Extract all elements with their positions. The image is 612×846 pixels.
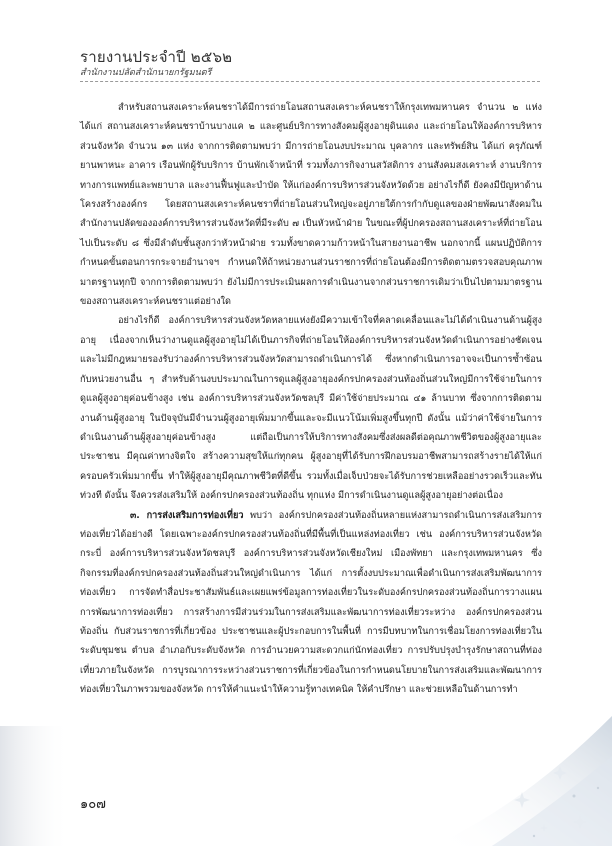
paragraph-elderly-care: อย่างไรก็ดี องค์การบริหารส่วนจังหวัดหลายแห่งยังมีความเข้าใจที่คลาดเคลื่อนและไม่ได้ดำเนินงานด้านผู้สูงอายุ เนื่องจากเห็นว่างานดูแลผู้สูงอายุไม่ได้เป็นภารกิจที่ถ่ายโอนให้องค์การบริหารส่วนจังหวัดดำเนินการอย่างชัดเจน และไม่มีกฎหมายรองรับว่าองค์การบริหารส่วนจังหวัดสามารถดำเนินการได้ ซึ่งหากดำเนินการอาจจะเป็นการซ้ำซ้อนกับหน่วยงานอื่น ๆ สำหรับด้านงบประมาณในการดูแลผู้สูงอายุองค์กรปกครองส่วนท้องถิ่นส่วนใหญ่มีการใช้จ่ายในการดูแลผู้สูงอายุค่อนข้างสูง เช่น องค์การบริหารส่วนจังหวัดชลบุรี มีค่าใช้จ่ายประมาณ ๔๑ ล้านบาท ซึ่งจากการติดตามงานด้านผู้สูงอายุ ในปัจจุบันมีจำนวนผู้สูงอายุเพิ่มมากขึ้นและจะมีแนวโน้มเพิ่มสูงขึ้นทุกปี ดังนั้น แม้ว่าค่าใช้จ่ายในการดำเนินงานด้านผู้สูงอายุค่อนข้างสูง แต่ถือเป็นการให้บริการทางสังคมซึ่งส่งผลดีต่อคุณภาพชีวิตของผู้สูงอายุและประชาชน มีคุณค่าทางจิตใจ สร้างความสุขให้แก่ทุกคน ผู้สูงอายุที่ได้รับการฝึกอบรมอาชีพสามารถสร้างรายได้ให้แก่ครอบครัวเพิ่มมากขึ้น ทำให้ผู้สูงอายุมีคุณภาพชีวิตที่ดีขึ้น รวมทั้งเมื่อเจ็บป่วยจะได้รับการช่วยเหลืออย่างรวดเร็วและทันท่วงที ดังนั้น จึงควรส่งเสริมให้ องค์กรปกครองส่วนท้องถิ่น ทุกแห่ง มีการดำเนินงานดูแลผู้สูงอายุอย่างต่อเนื่อง: [80, 315, 542, 502]
header-divider: [80, 81, 540, 82]
paragraph-tourism: [80, 506, 542, 700]
document-body: [80, 98, 542, 700]
corner-decoration-right: [312, 696, 612, 846]
corner-decoration-left: [0, 726, 70, 846]
page-header: [80, 48, 540, 79]
paragraph-elderly-homes: สำหรับสถานสงเคราะห์คนชราได้มีการถ่ายโอนสถานสงเคราะห์คนชราให้กรุงเทพมหานคร จำนวน ๒ แห่ง ได้แก่ สถานสงเคราะห์คนชราบ้านบางแค ๒ และศูนย์บริการทางสังคมผู้สูงอายุดินแดง และถ่ายโอนให้องค์การบริหารส่วนจังหวัด จำนวน ๑๓ แห่ง จากการติดตามพบว่า มีการถ่ายโอนงบประมาณ บุคลากร และทรัพย์สิน ได้แก่ ครุภัณฑ์ ยานพาหนะ อาคาร เรือนพักผู้รับบริการ บ้านพักเจ้าหน้าที่ รวมทั้งภารกิจงานสวัสดิการ งานสังคมสงเคราะห์ งานบริการทางการแพทย์และพยาบาล และงานฟื้นฟูและบำบัด ให้แก่องค์การบริหารส่วนจังหวัดด้วย อย่างไรก็ดี ยังคงมีปัญหาด้านโครงสร้างองค์กร โดยสถานสงเคราะห์คนชราที่ถ่ายโอนส่วนใหญ่จะอยู่ภายใต้การกำกับดูแลของฝ่ายพัฒนาสังคมในสำนักงานปลัดขององค์การบริหารส่วนจังหวัดที่มีระดับ ๗ เป็นหัวหน้าฝ่าย ในขณะที่ผู้ปกครองสถานสงเคราะห์ที่ถ่ายโอนไปเป็นระดับ ๘ ซึ่งมีลำดับชั้นสูงกว่าหัวหน้าฝ่าย รวมทั้งขาดความก้าวหน้าในสายงานอาชีพ นอกจากนี้ แผนปฏิบัติการกำหนดขั้นตอนการกระจายอำนาจฯ กำหนดให้ถ้าหน่วยงานส่วนราชการที่ถ่ายโอนต้องมีการติดตามตรวจสอบคุณภาพมาตรฐานทุกปี จากการติดตามพบว่า ยังไม่มีการประเมินผลการดำเนินงานจากส่วนราชการเดิมว่าเป็นไปตามมาตรฐานของสถานสงเคราะห์คนชราแต่อย่างใด: [80, 102, 542, 308]
page-number: ๑๐๗: [80, 797, 106, 812]
section-heading-tourism: ๓. การส่งเสริมการท่องเที่ยว: [130, 509, 244, 521]
section-text-tourism: พบว่า องค์กรปกครองส่วนท้องถิ่นหลายแห่งสามารถดำเนินการส่งเสริมการท่องเที่ยวได้อย่างดี โดยเฉพาะองค์กรปกครองส่วนท้องถิ่นที่มีพื้นที่เป็นแหล่งท่องเที่ยว เช่น องค์การบริหารส่วนจังหวัดกระบี่ องค์การบริหารส่วนจังหวัดชลบุรี องค์การบริหารส่วนจังหวัดเชียงใหม่ เมืองพัทยา และกรุงเทพมหานคร ซึ่งกิจกรรมที่องค์กรปกครองส่วนท้องถิ่นส่วนใหญ่ดำเนินการ ได้แก่ การตั้งงบประมาณเพื่อดำเนินการส่งเสริมพัฒนาการท่องเที่ยว การจัดทำสื่อประชาสัมพันธ์และเผยแพร่ข้อมูลการท่องเที่ยวในระดับองค์กรปกครองส่วนท้องถิ่นการวางแผนการพัฒนาการท่องเที่ยว การสร้างการมีส่วนร่วมในการส่งเสริมและพัฒนาการท่องเที่ยวระหว่าง องค์กรปกครองส่วนท้องถิ่น กับส่วนราชการที่เกี่ยวข้อง ประชาชนและผู้ประกอบการในพื้นที่ การมีบทบาทในการเชื่อมโยงการท่องเที่ยวในระดับชุมชน ตำบล อำเภอกับระดับจังหวัด การอำนวยความสะดวกแก่นักท่องเที่ยว การปรับปรุงบำรุงรักษาสถานที่ท่องเที่ยวภายในจังหวัด การบูรณาการระหว่างส่วนราชการที่เกี่ยวข้องในการกำหนดนโยบายในการส่งเสริมและพัฒนาการท่องเที่ยวในภาพรวมของจังหวัด การให้คำแนะนำให้ความรู้ทางเทคนิค ให้คำปรึกษา และช่วยเหลือในด้านการทำ: [80, 509, 542, 696]
agency-name: สำนักงานปลัดสำนักนายกรัฐมนตรี: [80, 68, 212, 78]
report-title: รายงานประจำปี ๒๕๖๒: [80, 48, 233, 66]
